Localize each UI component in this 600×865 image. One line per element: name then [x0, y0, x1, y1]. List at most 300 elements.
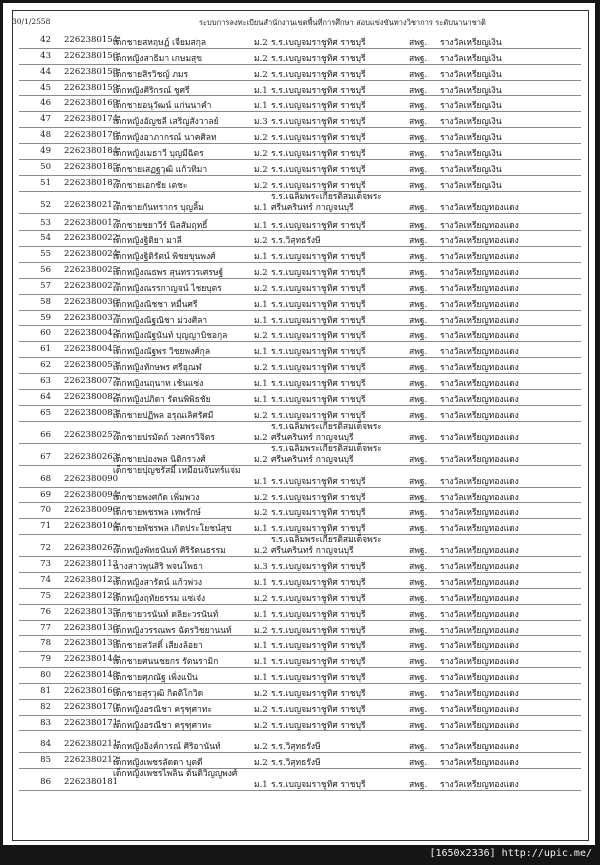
student-id: 2262380184 — [64, 145, 119, 156]
student-name: เด็กหญิงนฤนาท เช้นแซ่ง — [113, 379, 204, 389]
table-row — [3, 668, 595, 684]
row-number: 79 — [40, 654, 51, 665]
school-name: ร.ร.เบญจมราชูทิศ ราชบุรี — [271, 704, 366, 715]
student-name: เด็กชายอนุวัฒน์ แก่นนาคำ — [113, 101, 212, 112]
grade-level: ม.2 — [254, 688, 268, 699]
student-name: เด็กหญิงณิชชา หมื่นศรี — [113, 299, 198, 310]
region-code: สพฐ. — [409, 742, 428, 753]
region-code: สพฐ. — [409, 202, 428, 213]
student-name: เด็กหญิงเมธาวี บุญมีฉิตร — [113, 148, 204, 159]
table-row — [3, 716, 595, 732]
region-code: สพฐ. — [409, 331, 428, 342]
school-name: ร.ร.เบญจมราชูทิศ ราชบุรี — [271, 394, 366, 405]
table-row — [3, 96, 595, 112]
student-id: 2262380181 — [64, 777, 119, 788]
award-label: รางวัลเหรียญทองแดง — [440, 780, 519, 791]
award-label: รางวัลเหรียญทองแดง — [440, 577, 519, 588]
row-number: 76 — [40, 606, 51, 617]
school-name: ร.ร.เบญจมราชูทิศ ราชบุรี — [271, 299, 366, 310]
row-number: 85 — [40, 755, 51, 766]
table-row — [3, 535, 595, 557]
row-number: 68 — [40, 473, 51, 484]
student-id: 2262380024 — [64, 249, 119, 260]
student-id: 2262380144 — [64, 654, 119, 665]
award-label: รางวัลเหรียญทองแดง — [440, 252, 519, 263]
region-code: สพฐ. — [409, 252, 428, 263]
region-code: สพฐ. — [409, 180, 428, 191]
student-name: เด็กหญิงปภิดา รัตนพิพิธชัย — [113, 394, 211, 405]
award-label: รางวัลเหรียญทองแดง — [440, 657, 519, 668]
student-id: 2262380083 — [64, 407, 119, 418]
region-code: สพฐ. — [409, 85, 428, 96]
region-code: สพฐ. — [409, 625, 428, 636]
region-code: สพฐ. — [409, 454, 428, 465]
row-number: 54 — [40, 233, 51, 244]
school-name: ร.ร.เฉลิมพระเกียรติสมเด็จพระศรีนครินทร์ กาญจนบุรี — [271, 191, 382, 213]
table-row — [3, 128, 595, 144]
award-label: รางวัลเหรียญทองแดง — [440, 394, 519, 405]
school-name: ร.ร.เบญจมราชูทิศ ราชบุรี — [271, 562, 366, 573]
award-label: รางวัลเหรียญทองแดง — [440, 410, 519, 421]
student-name: เด็กหญิงอาภากรณ์ นาคศิลท — [113, 133, 217, 144]
student-id: 2262380158 — [64, 66, 119, 77]
table-row — [3, 231, 595, 247]
row-number: 78 — [40, 638, 51, 649]
student-id: 2262380148 — [64, 670, 119, 681]
school-name: ร.ร.เบญจมราชูทิศ ราชบุรี — [271, 220, 366, 231]
row-number: 48 — [40, 130, 51, 141]
student-name: เด็กหญิงณธพร สุนทรวรเศรษฐ์ — [113, 268, 224, 279]
table-row — [3, 589, 595, 605]
school-name: ร.ร.เบญจมราชูทิศ ราชบุรี — [271, 38, 366, 48]
table-row — [3, 390, 595, 406]
region-code: สพฐ. — [409, 720, 428, 731]
grade-level: ม.2 — [254, 268, 268, 279]
student-name: เด็กหญิงพัทธนันท์ ศิริรัตนธรรม — [113, 546, 226, 557]
student-name: เด็กชายศนนชยกร รัตนรามิก — [113, 657, 219, 668]
region-code: สพฐ. — [409, 236, 428, 247]
school-name: ร.ร.เบญจมราชูทิศ ราชบุรี — [271, 164, 366, 175]
award-label: รางวัลเหรียญทองแดง — [440, 625, 519, 636]
student-name: เด็กชายพัชรพล เกิดประโยชน์สุข — [113, 524, 232, 535]
award-label: รางวัลเหรียญทองแดง — [440, 315, 519, 326]
school-name: ร.ร.วิสุทธรังษี — [271, 236, 321, 247]
school-name: ร.ร.เบญจมราชูทิศ ราชบุรี — [271, 148, 366, 159]
school-name: ร.ร.เบญจมราชูทิศ ราชบุรี — [271, 347, 366, 358]
row-number: 69 — [40, 489, 51, 500]
row-number: 62 — [40, 360, 51, 371]
grade-level: ม.1 — [254, 379, 268, 389]
student-name: เด็กชายปองพล นิติกรวงศ์ — [113, 454, 206, 465]
grade-level: ม.3 — [254, 117, 268, 128]
school-name: ร.ร.เบญจมราชูทิศ ราชบุรี — [271, 476, 366, 487]
region-code: สพฐ. — [409, 524, 428, 535]
table-row — [3, 192, 595, 214]
table-row — [3, 65, 595, 81]
table-row — [3, 557, 595, 573]
region-code: สพฐ. — [409, 492, 428, 503]
row-number: 58 — [40, 296, 51, 307]
student-id: 2262380139 — [64, 638, 119, 649]
student-id: 2262380113 — [64, 559, 119, 570]
award-label: รางวัลเหรียญเงิน — [440, 101, 502, 112]
student-id: 2262380156 — [64, 50, 119, 61]
table-row — [3, 769, 595, 791]
award-label: รางวัลเหรียญทองแดง — [440, 283, 519, 294]
award-label: รางวัลเหรียญทองแดง — [440, 492, 519, 503]
document-page — [3, 3, 595, 845]
row-separator — [19, 730, 581, 731]
table-row — [3, 33, 595, 49]
student-name: เด็กชายศุภณัฐ เพิ่งแป้น — [113, 673, 198, 684]
grade-level: ม.2 — [254, 53, 268, 64]
student-name: เด็กหญิงณรรกาญจน์ ไชยบุตร — [113, 283, 222, 294]
region-code: สพฐ. — [409, 133, 428, 144]
grade-level: ม.2 — [254, 454, 268, 465]
student-name: เด็กชายชยาวีร์ นิลสัมฤทธิ์ — [113, 220, 208, 231]
student-name: เด็กหญิงฐิติรัตน์ พิชยขุนพงศ์ — [113, 252, 216, 263]
region-code: สพฐ. — [409, 117, 428, 128]
grade-level: ม.2 — [254, 742, 268, 753]
region-code: สพฐ. — [409, 164, 428, 175]
region-code: สพฐ. — [409, 148, 428, 159]
row-number: 82 — [40, 701, 51, 712]
region-code: สพฐ. — [409, 508, 428, 519]
table-row — [3, 342, 595, 358]
table-row — [3, 112, 595, 128]
region-code: สพฐ. — [409, 283, 428, 294]
grade-level: ม.2 — [254, 432, 268, 443]
region-code: สพฐ. — [409, 379, 428, 389]
student-id: 2262380212 — [64, 755, 119, 766]
grade-level: ม.1 — [254, 394, 268, 405]
image-watermark: [1650x2336] http://upic.me/ — [429, 848, 592, 859]
table-row — [3, 700, 595, 716]
school-name: ร.ร.เบญจมราชูทิศ ราชบุรี — [271, 180, 366, 191]
grade-level: ม.2 — [254, 283, 268, 294]
region-code: สพฐ. — [409, 220, 428, 231]
row-number: 83 — [40, 717, 51, 728]
student-id: 2262380169 — [64, 98, 119, 109]
table-row — [3, 247, 595, 263]
school-name: ร.ร.เบญจมราชูทิศ ราชบุรี — [271, 252, 366, 263]
school-name: ร.ร.เฉลิมพระเกียรติสมเด็จพระศรีนครินทร์ กาญจนบุรี — [271, 443, 382, 465]
table-row — [3, 422, 595, 444]
header-title: ระบบการลงทะเบียนสำนักงานเขตพื้นที่การศึกษา สอบแข่งขันทางวิชาการ ระดับนานาชาติ — [199, 18, 486, 27]
student-id: 2262380104 — [64, 521, 119, 532]
grade-level: ม.2 — [254, 508, 268, 519]
table-row — [3, 406, 595, 422]
student-name: เด็กหญิงเพชรลัดดา บุตดี — [113, 758, 203, 769]
student-id: 2262380096 — [64, 505, 119, 516]
student-name: เด็กหญิงฐิติยา มาลี — [113, 236, 182, 247]
school-name: ร.ร.เบญจมราชูทิศ ราชบุรี — [271, 524, 366, 535]
student-id: 2262380036 — [64, 296, 119, 307]
school-name: ร.ร.เบญจมราชูทิศ ราชบุรี — [271, 331, 366, 342]
student-id: 2262380170 — [64, 701, 119, 712]
row-number: 43 — [40, 50, 51, 61]
table-row — [3, 444, 595, 466]
student-id: 2262380176 — [64, 130, 119, 141]
student-name: เด็กหญิงวรรณพร ฉัตรวิชยานนท์ — [113, 625, 232, 636]
row-separator — [19, 213, 581, 214]
grade-level: ม.2 — [254, 410, 268, 421]
student-id: 2262380257 — [64, 429, 119, 440]
school-name: ร.ร.เฉลิมพระเกียรติสมเด็จพระศรีนครินทร์ กาญจนบุรี — [271, 421, 382, 443]
student-name: เด็กชายพชรพล เทพรักษ์ — [113, 508, 201, 519]
region-code: สพฐ. — [409, 69, 428, 80]
school-name: ร.ร.เบญจมราชูทิศ ราชบุรี — [271, 609, 366, 620]
student-name: เด็กชายสวัสดิ์ เสียงล้อยา — [113, 641, 203, 652]
student-id: 2262380027 — [64, 280, 119, 291]
region-code: สพฐ. — [409, 673, 428, 684]
student-id: 2262380025 — [64, 265, 119, 276]
table-row — [3, 49, 595, 65]
student-id: 2262380123 — [64, 574, 119, 585]
student-id: 2262380136 — [64, 622, 119, 633]
student-id: 2262380017 — [64, 217, 119, 228]
row-number: 74 — [40, 574, 51, 585]
student-name: เด็กหญิงทักษพร ศรีอุณฬ — [113, 363, 202, 374]
student-name: เด็กหญิงณัฐนันท์ บุญญาบิชอกุล — [113, 331, 228, 342]
grade-level: ม.1 — [254, 85, 268, 96]
award-label: รางวัลเหรียญทองแดง — [440, 546, 519, 557]
grade-level: ม.2 — [254, 133, 268, 144]
row-separator — [19, 790, 581, 791]
table-row — [3, 652, 595, 668]
school-name: ร.ร.เบญจมราชูทิศ ราชบุรี — [271, 780, 366, 791]
grade-level: ม.2 — [254, 593, 268, 604]
table-row — [3, 753, 595, 769]
row-number: 72 — [40, 543, 51, 554]
table-row — [3, 176, 595, 192]
grade-level: ม.1 — [254, 299, 268, 310]
table-row — [3, 605, 595, 621]
grade-level: ม.2 — [254, 492, 268, 503]
grade-level: ม.2 — [254, 180, 268, 191]
student-id: 2262380045 — [64, 344, 119, 355]
row-number: 71 — [40, 521, 51, 532]
award-label: รางวัลเหรียญเงิน — [440, 69, 502, 80]
school-name: ร.ร.วิสุทธรังษี — [271, 742, 321, 753]
row-number: 52 — [40, 199, 51, 210]
school-name: ร.ร.เบญจมราชูทิศ ราชบุรี — [271, 641, 366, 652]
student-id: 2262380129 — [64, 590, 119, 601]
school-name: ร.ร.เบญจมราชูทิศ ราชบุรี — [271, 625, 366, 636]
grade-level: ม.2 — [254, 69, 268, 80]
row-number: 63 — [40, 376, 51, 386]
student-id: 2262380217 — [64, 199, 119, 210]
student-id: 2262380211 — [64, 739, 119, 750]
school-name: ร.ร.เบญจมราชูทิศ ราชบุรี — [271, 508, 366, 519]
grade-level: ม.1 — [254, 202, 268, 213]
table-row — [3, 374, 595, 390]
table-row — [3, 519, 595, 535]
grade-level: ม.1 — [254, 101, 268, 112]
student-name: เด็กหญิงศิริกรณ์ ชูศรี — [113, 85, 190, 96]
region-code: สพฐ. — [409, 657, 428, 668]
student-id: 2262380135 — [64, 606, 119, 617]
row-number: 60 — [40, 328, 51, 339]
student-name: เด็กชายปรมัตถ์ วงศกรวิจิตร — [113, 432, 215, 443]
region-code: สพฐ. — [409, 593, 428, 604]
row-number: 42 — [40, 35, 51, 45]
row-number: 51 — [40, 177, 51, 188]
award-label: รางวัลเหรียญทองแดง — [440, 476, 519, 487]
student-name: เด็กชายสิรวิชญ์ ภมร — [113, 69, 189, 80]
student-id: 2262380174 — [64, 114, 119, 125]
region-code: สพฐ. — [409, 780, 428, 791]
row-number: 56 — [40, 265, 51, 276]
student-id: 2262380171 — [64, 717, 119, 728]
table-row — [3, 621, 595, 637]
row-number: 53 — [40, 217, 51, 228]
student-name: นางสาวพุนสิริ พจนโพธา — [113, 562, 203, 573]
student-id: 2262380082 — [64, 391, 119, 402]
row-number: 67 — [40, 451, 51, 462]
award-label: รางวัลเหรียญทองแดง — [440, 347, 519, 358]
student-name: เด็กหญิงอิงค์การณ์ ศิริอานันท์ — [113, 742, 221, 753]
grade-level: ม.2 — [254, 625, 268, 636]
region-code: สพฐ. — [409, 758, 428, 769]
student-id: 2262380166 — [64, 685, 119, 696]
student-name: เด็กชายพงศกัด เพิ่มพวง — [113, 492, 200, 503]
region-code: สพฐ. — [409, 315, 428, 326]
school-name: ร.ร.เบญจมราชูทิศ ราชบุรี — [271, 363, 366, 374]
student-id: 2262380090 — [64, 473, 119, 484]
row-number: 80 — [40, 670, 51, 681]
award-label: รางวัลเหรียญทองแดง — [440, 363, 519, 374]
school-name: ร.ร.เบญจมราชูทิศ ราชบุรี — [271, 593, 366, 604]
row-number: 77 — [40, 622, 51, 633]
school-name: ร.ร.เบญจมราชูทิศ ราชบุรี — [271, 492, 366, 503]
school-name: ร.ร.เบญจมราชูทิศ ราชบุรี — [271, 117, 366, 128]
student-name: เด็กหญิงอัญชลี เสริญสังวาลย์ — [113, 117, 219, 128]
grade-level: ม.2 — [254, 148, 268, 159]
school-name: ร.ร.เฉลิมพระเกียรติสมเด็จพระศรีนครินทร์ กาญจนบุรี — [271, 535, 382, 557]
award-label: รางวัลเหรียญทองแดง — [440, 641, 519, 652]
award-label: รางวัลเหรียญทองแดง — [440, 593, 519, 604]
row-number: 84 — [40, 739, 51, 750]
table-row — [3, 216, 595, 232]
grade-level: ม.2 — [254, 363, 268, 374]
award-label: รางวัลเหรียญเงิน — [440, 180, 502, 191]
award-label: รางวัลเหรียญเงิน — [440, 133, 502, 144]
row-number: 46 — [40, 98, 51, 109]
award-label: รางวัลเหรียญทองแดง — [440, 720, 519, 731]
school-name: ร.ร.เบญจมราชูทิศ ราชบุรี — [271, 53, 366, 64]
grade-level: ม.1 — [254, 780, 268, 791]
award-label: รางวัลเหรียญทองแดง — [440, 220, 519, 231]
school-name: ร.ร.เบญจมราชูทิศ ราชบุรี — [271, 268, 366, 279]
row-number: 66 — [40, 429, 51, 440]
table-row — [3, 144, 595, 160]
school-name: ร.ร.เบญจมราชูทิศ ราชบุรี — [271, 101, 366, 112]
region-code: สพฐ. — [409, 410, 428, 421]
table-row — [3, 311, 595, 327]
region-code: สพฐ. — [409, 577, 428, 588]
grade-level: ม.1 — [254, 220, 268, 231]
row-number: 44 — [40, 66, 51, 77]
table-row — [3, 160, 595, 176]
student-name: เด็กชายสุรวุฒิ กิตติโกวิด — [113, 688, 204, 699]
school-name: ร.ร.เบญจมราชูทิศ ราชบุรี — [271, 85, 366, 96]
grade-level: ม.1 — [254, 657, 268, 668]
grade-level: ม.3 — [254, 562, 268, 573]
award-label: รางวัลเหรียญทองแดง — [440, 432, 519, 443]
row-number: 64 — [40, 391, 51, 402]
student-name: เด็กหญิงณัฐพร วิชยพงศ์กุล — [113, 347, 211, 358]
student-name: เด็กหญิงอรณิชา ครุฑุศาทะ — [113, 704, 213, 715]
region-code: สพฐ. — [409, 394, 428, 405]
award-label: รางวัลเหรียญทองแดง — [440, 236, 519, 247]
region-code: สพฐ. — [409, 347, 428, 358]
region-code: สพฐ. — [409, 546, 428, 557]
award-label: รางวัลเหรียญทองแดง — [440, 688, 519, 699]
grade-level: ม.2 — [254, 546, 268, 557]
grade-level: ม.2 — [254, 720, 268, 731]
row-number: 57 — [40, 280, 51, 291]
row-number: 65 — [40, 407, 51, 418]
award-label: รางวัลเหรียญทองแดง — [440, 562, 519, 573]
student-id: 2262380187 — [64, 177, 119, 188]
row-number: 81 — [40, 685, 51, 696]
table-row — [3, 684, 595, 700]
grade-level: ม.2 — [254, 331, 268, 342]
row-number: 61 — [40, 344, 51, 355]
student-name: เด็กหญิงสาธิมา เกษมสุข — [113, 53, 203, 64]
award-label: รางวัลเหรียญเงิน — [440, 85, 502, 96]
student-id: 2262380154 — [64, 35, 119, 45]
school-name: ร.ร.เบญจมราชูทิศ ราชบุรี — [271, 410, 366, 421]
grade-level: ม.2 — [254, 704, 268, 715]
award-label: รางวัลเหรียญทองแดง — [440, 299, 519, 310]
student-id: 2262380022 — [64, 233, 119, 244]
award-label: รางวัลเหรียญทองแดง — [440, 742, 519, 753]
school-name: ร.ร.เบญจมราชูทิศ ราชบุรี — [271, 69, 366, 80]
award-label: รางวัลเหรียญทองแดง — [440, 454, 519, 465]
award-label: รางวัลเหรียญทองแดง — [440, 704, 519, 715]
award-label: รางวัลเหรียญทองแดง — [440, 609, 519, 620]
table-row — [3, 466, 595, 488]
grade-level: ม.1 — [254, 673, 268, 684]
row-number: 75 — [40, 590, 51, 601]
grade-level: ม.1 — [254, 641, 268, 652]
row-number: 59 — [40, 312, 51, 323]
grade-level: ม.2 — [254, 758, 268, 769]
table-row — [3, 737, 595, 753]
table-row — [3, 573, 595, 589]
student-name: เด็กชายกันทรากร บุญลิ้ม — [113, 202, 204, 213]
school-name: ร.ร.เบญจมราชูทิศ ราชบุรี — [271, 379, 366, 389]
school-name: ร.ร.เบญจมราชูทิศ ราชบุรี — [271, 673, 366, 684]
grade-level: ม.1 — [254, 476, 268, 487]
student-id: 2262380263 — [64, 451, 119, 462]
student-name: เด็กชายปุญชรัสมิ์ เหมือนจันทร์แจ่ม — [113, 465, 241, 476]
region-code: สพฐ. — [409, 641, 428, 652]
grade-level: ม.1 — [254, 524, 268, 535]
table-row — [3, 279, 595, 295]
student-name: เด็กหญิงเพชรไพลิน ต้นติวิญญูพงศ์ — [113, 769, 238, 780]
table-row — [3, 358, 595, 374]
student-name: เด็กหญิงอรณีชา ครุฑุศาทะ — [113, 720, 213, 731]
table-row — [3, 295, 595, 311]
table-row — [3, 488, 595, 504]
row-number: 86 — [40, 777, 51, 788]
student-name: เด็กชายเอกชัย เตชะ — [113, 180, 188, 191]
award-label: รางวัลเหรียญทองแดง — [440, 202, 519, 213]
student-name: เด็กชายสหฤษฎ์ เจียมสกุล — [113, 38, 207, 48]
